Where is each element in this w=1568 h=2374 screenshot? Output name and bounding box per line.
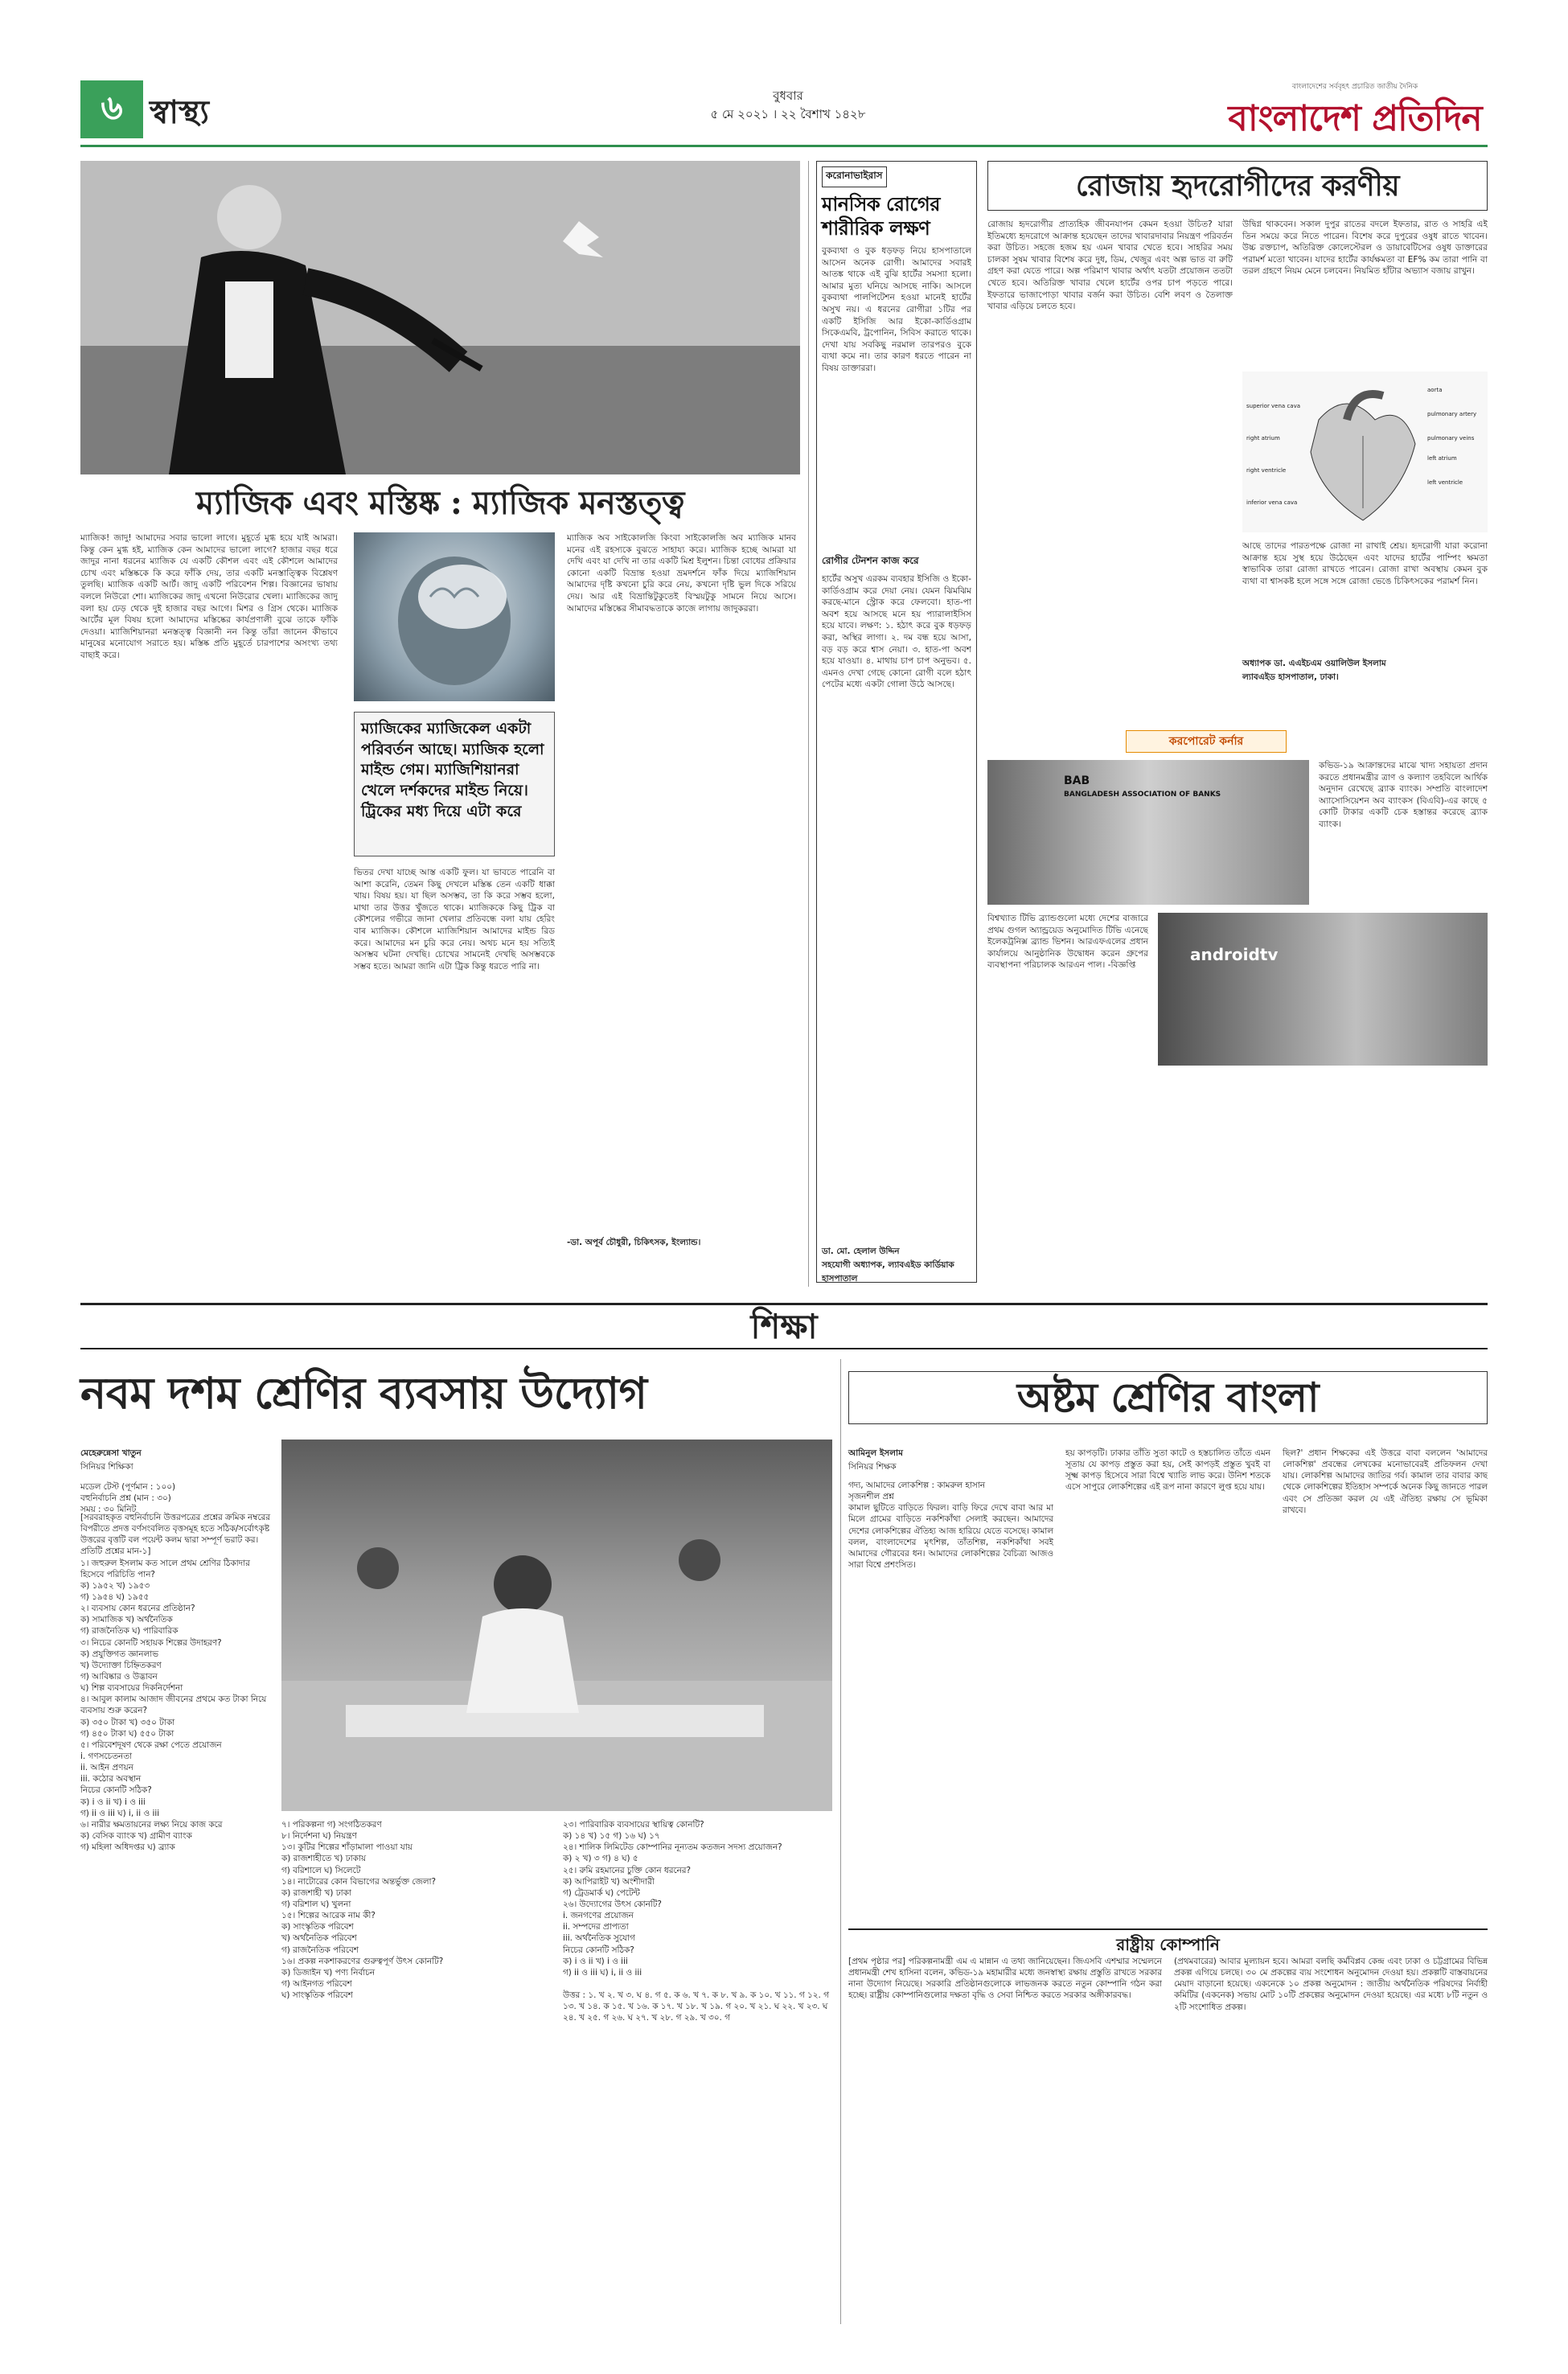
magician-photo	[80, 161, 800, 474]
corporate-photo1	[987, 760, 1309, 905]
bangla-body2: হয় কাপড়টি। ঢাকার তাঁতি সুতা কাটে ও হস্তচালিত তাঁতে এমন সূতায় যে কাপড় প্রস্তুত করা হয়, সেই কাপড়ই প্রস্তুত খুবই বা সূক্ষ্ম কাপড় হিসেবে সারা বিশ্বে খ্যাতি লাভ করে। উনিশ শতকে এসে সাপুরে লোকশিল্পের এই রূপ নানা কারণে লুপ্ত হয়ে যায়।	[1065, 1448, 1270, 1493]
business-meta	[80, 1448, 273, 1515]
corona-subhead: রোগীর টেনশন কাজ করে	[822, 555, 919, 566]
brain-illustration	[354, 532, 555, 701]
magic-col2: ভিতর দেখা যাচ্ছে আস্ত একটি ফুল। যা ভাবতে পারেনি বা আশা করেনি, তেমন কিছু দেখলে মস্তিষ্ক তেন একটি ধাক্কা খায়। বিষয় হয়। যা ছিল অসম্ভব, তা কি করে সম্ভব হলো, মাথা তার উত্তর খুঁজতে থাকে। ম্যাজিককে কিছু ট্রিক বা কৌশলের গভীরে জানা খেলার প্রতিবন্ধে বলা যায় হেরিং বাৰ ম্যাজিক। কৌশলে ম্যাজিশিয়ান আমাদের মাইন্ড রিড করে। আমাদের মন চুরি করে নেয়। অথচ মনে হয় সত্যিই অসম্ভব ঘটনা দেখছি। চোখের সামনেই দেখছি অসম্ভবকে সম্ভব হতে। আমরা জানি এটা ট্রিক কিন্তু ধরতে পারি না।	[354, 868, 555, 971]
corona-body1: বুকব্যথা ও বুক ধড়ফড় নিয়ে হাসপাতালে আসেন অনেক রোগী। আমাদের সবারই আতঙ্ক থাকে এই বুঝি হার্টের সমস্যা হলো। আমার মুত্য ঘনিয়ে আসছে নাকি। আসলে বুকব্যথা পালপিটেশন হওয়া মানেই হার্টের অসুখ নয়। এ ধরনের রোগীরা ১টির পর একটি ইসিজি আর ইকো-কার্ডিওগ্রাম সিকেএমবি, ট্রপোনিন, সিবিস করাতে থাকে। দেখা যায় সবকিছু নরমাল তারপরও বুকে ব্যথা কমে না। তার কারণ ধরতে পারেন না বিষয় ডাক্তাররা।	[822, 246, 971, 374]
heart-col3: আছে তাদের পারতপক্ষে রোজা না রাখাই শ্রেয়। হৃদরোগী যারা করোনা আক্রান্ত হয়ে সুস্থ হয়ে উঠেছেন এবং যাদের হার্টের পাম্পিং ক্ষমতা স্বাভাবিক তারা রোজা রাখতে পারেন। রোজা রাখা অবস্থায় কেমন বুক ব্যথা বা শ্বাসকষ্ট হলে সঙ্গে সঙ্গে রোজা ভেঙে চিকিৎসকের পরামর্শ নিন।	[1242, 541, 1488, 586]
magic-col3: ম্যাজিক অব সাইকোলজি কিংবা সাইকোলজি অব ম্যাজিক মানব মনের এই রহস্যকে বুঝতে সাহায্য করে। ম্যাজিক হচ্ছে আমরা যা দেখি এবং যা দেখি না তার একটি মিশ্র ইলুশন। চিন্তা বোধের প্রক্রিয়ার কোনো একটি বিভ্রান্ত হওয়া ভ্রমদর্শনে ফাঁক দিয়ে ম্যাজিশিয়ান আমাদের দৃষ্টি কখনো চুরি করে নেয়, কখনো দৃষ্টি ভুল দিকে সরিয়ে দেয়। আর এই বিভ্রান্তিটুকুতেই বিস্ময়টুকু সামনে নিয়ে আসে। আমাদের মস্তিষ্কের সীমাবদ্ধতাকে কাজে লাগায় জাদুকররা।	[567, 533, 796, 614]
date: ৫ মে ২০২১ । ২২ বৈশাখ ১৪২৮	[710, 106, 866, 121]
divider	[840, 1359, 841, 2324]
bangla-body3: ছিল?' প্রধান শিক্ষকের এই উত্তরে বাবা বললেন 'আমাদের লোকশিল্প' প্রবন্ধের লেখকের মনোভাবেরই প্রতিফলন দেখা যায়। লোকশিল্প আমাদের জাতির গর্ব। কামাল তার বাবার কাছ থেকে লোকশিল্পের ইতিহাস সম্পর্কে অনেক কিছু জানতে পারল এবং সে প্রতিজ্ঞা করল যে এই ঐতিহ্য রক্ষায় সে ভূমিকা রাখবে।	[1283, 1448, 1488, 1515]
label-pulm-artery: pulmonary artery	[1427, 411, 1477, 417]
state-body2: (প্রথমবারের) আবার মূল্যায়ন হবে। আমরা বলছি কর্মবিপ্লব কেন্দ্র এবং ঢাকা ও চট্টগ্রামের বিভিন্ন প্রকল্প এগিয়ে চলছে। ৩০ মে প্রকল্পের ব্যয় সংশোধন অনুমোদন দেওয়া হয়। প্রকল্পটি বাস্তবায়নের মেয়াদ বাড়ানো হয়েছে। একনেকে ১০ প্রকল্প অনুমোদন : জাতীয় অর্থনৈতিক পরিষদের নির্বাহী কমিটির (একনেক) সভায় মোট ১০টি প্রকল্পের অনুমোদন দেওয়া হয়েছে। এর মধ্যে ৮টি নতুন ও ২টি সংশোধিত প্রকল্প।	[1174, 1957, 1488, 2012]
corona-box	[816, 161, 977, 1283]
business-author: মেহেরুন্নেসা খাতুন	[80, 1448, 142, 1458]
magician-illustration	[80, 161, 800, 474]
banner-bab: BAB	[1064, 774, 1090, 787]
heart-headline: রোজায় হৃদরোগীদের করণীয়	[987, 161, 1488, 211]
education-banner: শিক্ষা	[80, 1303, 1488, 1349]
section-title: স্বাস্থ্য	[150, 93, 210, 131]
heart-byline: অধ্যাপক ডা. এএইচএম ওয়ালিউল ইসলাম ল্যাবএইড হাসপাতাল, ঢাকা।	[1242, 659, 1386, 682]
magic-col1: ম্যাজিক! জাদু! আমাদের সবার ভালো লাগে। মুহূর্তে মুগ্ধ হয়ে যাই আমরা। কিন্তু কেন মুগ্ধ হই, ম্যাজিক কেন আমাদের ভালো লাগে? হাজার বছর ধরে জাদুর নানা ধরনের ম্যাজিক যে একটি কৌশল এবং এই কৌশলে আমাদের চোখ এবং মস্তিষ্ককে কি করে ফাঁকি দেয়, তার একটি মনস্তাত্ত্বিক বিশ্লেষণ তুলছি। ম্যাজিক একটি আর্ট। জাদু একটি পরিবেশন শিল্প। বিজ্ঞানের ভাষায় বললে নিউরো শো। ম্যাজিকের জাদু এখনো নিউরোর খেলা। ম্যাজিকের জাদু বলা হয় ঢেড় থেকে দুই হাজার বছর আগে। মিশর ও গ্রিস থেকে। ম্যাজিক আর্টের মূল বিষয় হলো আমাদের মস্তিষ্কের কার্যপ্রণালী বুঝে তাকে ফাঁকি দেওয়া। ম্যাজিশিয়ানরা মনস্তত্ত্ব বিজ্ঞানী নন কিন্তু তাঁরা জানেন কীভাবে মানুষের মনোযোগ সরাতে হয়। মস্তিষ্ক প্রতি মুহূর্তে চারপাশের অসংখ্য তথ্য বাছাই করে।	[80, 533, 338, 661]
bangla-author: আমিনুল ইসলাম	[848, 1448, 903, 1458]
state-title: রাষ্ট্রীয় কোম্পানি	[848, 1928, 1488, 1960]
banner-bab-full: BANGLADESH ASSOCIATION OF BANKS	[1064, 791, 1221, 799]
dateline	[563, 87, 1013, 123]
business-title: নবম দশম শ্রেণির ব্যবসায় উদ্যোগ	[80, 1367, 647, 1419]
bangla-body1: গদ্য, আমাদের লোকশিল্প : কামরুল হাসান সৃজনশীল প্রশ্ন কামাল ছুটিতে বাড়িতে ফিরল। বাড়ি ফিরে দেখে বাবা আর মা মিলে গ্রামের বাড়িতে নকশিকাঁথা সেলাই করছেন। আমাদের দেশের লোকশিল্পের ঐতিহ্য আজ হারিয়ে যেতে বসেছে। কামাল বলল, বাংলাদেশের মৃৎশিল্প, তাঁতশিল্প, নকশিকাঁথা সবই আমাদের গৌরবের ধন। আমাদের লোকশিল্পের বৈচিত্র্য আজও সারা বিশ্বে প্রশংসিত।	[848, 1481, 1053, 1570]
label-aorta: aorta	[1427, 387, 1443, 393]
label-right-atrium: right atrium	[1246, 435, 1280, 442]
magic-byline: -ডা. অপূর্ব চৌধুরী, চিকিৎসক, ইংল্যান্ড।	[567, 1238, 701, 1247]
bangla-meta	[848, 1448, 1053, 1475]
business-questions2: ৭। পরিকল্পনা গ) সংগঠিতকরণ ৮। নির্দেশনা ঘ) নিয়ন্ত্রণ ১৩। কুটির শিল্পের শাঁড়ামালা পাওয়া যায় ক) রাজশাহীতে খ) ঢাকায় গ) বরিশালে ঘ) সিলেটে ১৪। নাটোরের কোন বিভাগের অন্তর্ভুক্ত জেলা? ক) রাজশাহী খ) ঢাকা গ) বরিশাল ঘ) খুলনা ১৫। শিল্পের আরেক নাম কী? ক) সাংস্কৃতিক পরিবেশ খ) অর্থনৈতিক পরিবেশ গ) রাজনৈতিক পরিবেশ ১৬। প্রকল্প নকশাকরণের গুরুত্বপূর্ণ উৎস কোনটি? ক) ডিজাইন খ) পণ্য নির্বাচন গ) আইনগত পরিবেশ ঘ) সাংস্কৃতিক পরিবেশ	[281, 1820, 444, 2001]
label-left-ventricle: left ventricle	[1427, 479, 1463, 486]
exam-hall-illustration	[281, 1440, 832, 1811]
corporate-badge: করপোরেট কর্নার	[1126, 730, 1287, 753]
header-rule	[80, 145, 1488, 147]
corona-kicker: করোনাভাইরাস	[822, 166, 887, 187]
logo-part2: প্রতিদিন	[1372, 98, 1482, 139]
corona-title: মানসিক রোগের শারীরিক লক্ষণ	[822, 192, 940, 240]
heart-col2: উদ্বিগ্ন থাকবেন। সকাল দুপুর রাতের বদলে ইফতার, রাত ও সাহরি এই তিন সময়ে করে নিতে পারেন। বিশেষ করে দুপুরের ওষুধ রাতে খাবেন। উচ্চ রক্তচাপ, অতিরিক্ত কোলেস্টেরল ও ডায়াবেটিসের ওষুধ ডাক্তারের পরামর্শ মতো খাবেন। যাদের হার্টের কার্যক্ষমতা বা EF% কম তারা পানি বা তরল গ্রহণে নিয়ম মেনে চলবেন। নিয়মিত হাঁটার অভ্যাস বজায় রাখুন।	[1242, 220, 1488, 277]
label-pulm-veins: pulmonary veins	[1427, 435, 1475, 442]
heart-anatomy-illustration	[1242, 372, 1488, 532]
label-left-atrium: left atrium	[1427, 455, 1457, 462]
state-body: [প্রথম পৃষ্ঠার পর] পরিকল্পনামন্ত্রী এম এ মান্নান এ তথ্য জানিয়েছেন। জিএসবি এশম্মার সম্মেলনে প্রধানমন্ত্রী শেখ হাসিনা বলেন, কভিড-১৯ মহামারীর মধ্যে জনস্বাস্থ্য রক্ষায় প্রস্তুতি রাখতে সরকার নানা উদ্যোগ নিয়েছে। সরকারি প্রতিষ্ঠানগুলোকে লাভজনক করতে নতুন কোম্পানি গঠন করা হচ্ছে। রাষ্ট্রীয় কোম্পানিগুলোর দক্ষতা বৃদ্ধি ও সেবা নিশ্চিত করতে সরকার অঙ্গীকারবদ্ধ।	[848, 1957, 1162, 2001]
label-ivc: inferior vena cava	[1246, 499, 1298, 506]
page-number: ৬	[80, 80, 143, 138]
business-questions3: ২৩। পারিবারিক ব্যবসায়ের স্থায়িত্ব কোনটি? ক) ১৪ খ) ১৫ গ) ১৬ ঘ) ১৭ ২৪। শালিক লিমিটেড কোম্পানির নূন্যতম কতজন সদস্য প্রয়োজন? ক) ২ খ) ৩ গ) ৪ ঘ) ৫ ২৫। রুমি রহমানের চুক্তি কোন ধরনের? ক) আপিরাইট খ) অংশীদারী গ) ট্রেডমার্ক ঘ) পেটেন্ট ২৬। উদ্যোগের উৎস কোনটি? i. জনগণের প্রয়োজন ii. সম্পদের প্রাপ্যতা iii. অর্থনৈতিক সুযোগ নিচের কোনটি সঠিক? ক) i ও ii খ) i ও iii গ) ii ও iii ঘ) i, ii ও iii উত্তর : ১. খ ২. খ ৩. ঘ ৪. গ ৫. ক ৬. খ ৭. ক ৮. খ ৯. ক ১০. খ ১১. গ ১২. গ ১৩. খ ১৪. ক ১৫. খ ১৬. ক ১৭. খ ১৮. খ ১৯. গ ২০. খ ২১. ঘ ২২. খ ২৩. ঘ ২৪. খ ২৫. গ ২৬. ঘ ২৭. খ ২৮. গ ২৯. খ ৩০. গ	[563, 1820, 829, 2023]
magic-headline: ম্যাজিক এবং মস্তিষ্ক : ম্যাজিক মনস্তত্ত্ব	[195, 484, 685, 522]
label-svc: superior vena cava	[1246, 403, 1301, 409]
corporate-text1: কভিড-১৯ আক্রান্তদের মাঝে খাদ্য সহায়তা প্রদান করতে প্রধানমন্ত্রীর ত্রাণ ও কল্যাণ তহবিলে আর্থিক অনুদান রেখেছে ব্র্যাক ব্যাংক। সম্প্রতি বাংলাদেশ অ্যাসোসিয়েশন অব ব্যাংকস (বিএবি)-এর কাছে ৫ কোটি টাকার একটি চেক হস্তান্তর করেছে ব্র্যাক ব্যাংক।	[1319, 761, 1488, 830]
business-role: সিনিয়র শিক্ষিকা	[80, 1462, 133, 1472]
brain-photo	[354, 532, 555, 701]
heart-diagram	[1242, 372, 1488, 532]
corona-byline: ডা. মো. হেলাল উদ্দিন সহযোগী অধ্যাপক, ল্যাবএইড কার্ডিয়াক হাসপাতাল	[822, 1247, 954, 1284]
business-questions: [সরবরাহকৃত বহুনির্বাচনি উত্তরপত্রের প্রশ্নের ক্রমিক নম্বরের বিপরীতে প্রদত্ত বর্ণসংবলিত বৃত্তসমূহ হতে সঠিক/সর্বোৎকৃষ্ট উত্তরের বৃত্তটি বল পয়েন্ট কলম দ্বারা সম্পূর্ণ ভরাট কর। প্রতিটি প্রশ্নের মান-১] ১। জহুরুল ইসলাম কত সালে প্রথম শ্রেণির ঠিকাদার হিসেবে পরিচিতি পান? ক) ১৯৫২ খ) ১৯৫৩ গ) ১৯৫৪ ঘ) ১৯৫৫ ২। ব্যবসায় কোন ধরনের প্রতিষ্ঠান? ক) সামাজিক খ) অর্থনৈতিক গ) রাজনৈতিক ঘ) পারিবারিক ৩। নিচের কোনটি সহায়ক শিল্পের উদাহরণ? ক) প্রযুক্তিগত জ্ঞানলাভ খ) উদ্যোক্তা চিহ্নিতকরণ গ) আবিষ্কার ও উদ্ভাবন ঘ) শিল্প ব্যবসায়ের দিকনির্দেশনা ৪। আবুল কালাম আজাদ জীবনের প্রথমে কত টাকা নিয়ে ব্যবসায় শুরু করেন? ক) ৩৫০ টাকা খ) ৩৫০ টাকা গ) ৪৫০ টাকা ঘ) ৫৫০ টাকা ৫। পরিবেশদূষণ থেকে রক্ষা পেতে প্রয়োজন i. গণসচেতনতা ii. আইন প্রণয়ন iii. কঠোর অবস্থান নিচের কোনটি সঠিক? ক) i ও ii খ) i ও iii গ) ii ও iii ঘ) i, ii ও iii ৬। নারীর ক্ষমতায়নের লক্ষ্য নিয়ে কাজ করে ক) বেসিক ব্যাংক খ) গ্রামীণ ব্যাংক গ) মহিলা অধিদপ্তর ঘ) ব্র্যাক	[80, 1513, 270, 1853]
tagline: বাংলাদেশের সর্ববৃহৎ প্রচারিত জাতীয় দৈনিক	[1291, 83, 1418, 91]
divider	[808, 161, 809, 1287]
corporate-photo2	[1158, 913, 1488, 1066]
bangla-title: অষ্টম শ্রেণির বাংলা	[848, 1371, 1488, 1424]
exam-photo	[281, 1440, 832, 1811]
business-intro: মডেল টেস্ট (পূর্ণমান : ১০০) বহুনির্বাচনি প্রশ্ন (মান : ৩০) সময় : ৩০ মিনিট	[80, 1482, 176, 1515]
day: বুধবার	[773, 88, 803, 103]
magic-pull-quote: ম্যাজিকের ম্যাজিকেল একটা পরিবর্তন আছে। ম্যাজিক হলো মাইন্ড গেম। ম্যাজিশিয়ানরা খেলে দর্শকদের মাইন্ড নিয়ে। ট্রিকের মধ্য দিয়ে এটা করে	[354, 712, 555, 856]
corona-body2: হার্টের অসুখ এরকম ব্যবহার ইসিজি ও ইকো-কার্ডিওগ্রাম করে দেয়া নেয়। যেমন ঝিমঝিম করছে-মানে স্ট্রোক করে ফেলবো। হাত-পা অবশ হয়ে আসছে মনে হয় প্যারালাইসিস হয়ে যাবে। লক্ষণ: ১. হঠাৎ করে বুক ধড়ফড় করা, অস্থির লাগা। ২. দম বন্ধ হয়ে আসা, বড় বড় করে শ্বাস নেয়া। ৩. হাত-পা অবশ হয়ে যাওয়া। ৪. মাথায় চাপ চাপ অনুভব। ৫. এমনও দেখা গেছে কোনো রোগী বলে হঠাৎ পেটের মধ্যে একটা গোলা উঠে আসছে।	[822, 574, 971, 690]
corporate-text2: বিশ্বখ্যাত টিভি ব্র্যান্ডগুলো মধ্যে দেশের বাজারে প্রথম গুগল অ্যান্ড্রয়েড অনুমোদিত টিভি এনেছে ইলেকট্রনিক্স ব্র্যান্ড ভিশন। আরএফএলের প্রধান কার্যালয়ে আনুষ্ঠানিক উদ্বোধন করেন গ্রুপের ব্যবস্থাপনা পরিচালক আরএন পাল। -বিজ্ঞপ্তি	[987, 914, 1148, 971]
bangla-role: সিনিয়র শিক্ষক	[848, 1462, 897, 1472]
heart-col1: রোজায় হৃদরোগীর প্রাত্যহিক জীবনযাপন কেমন হওয়া উচিত? যারা ইতিমধ্যে হৃদরোগে আক্রান্ত হয়েছেন তাদের খাবারদাবার নিয়ন্ত্রণ পরিবর্তন করা উচিত। সহজে হজম হয় এমন খাবার খেতে হবে। সাহরির সময় চালকা সুষম খাবার বিশেষ করে দুধ, ডিম, খেজুর এবং অল্প ভাত বা রুটি গ্রহণ করা যেতে পারে। অল্প পরিমাণ খাবার অর্থাৎ যতটা প্রয়োজন ততটা খেতে হবে। অতিরিক্ত খাবার খেলে হার্টের ওপর চাপ পড়তে পারে। ইফতারে ভাজাপোড়া খাবার বর্জন করা উচিত। বেশি লবণ ও তৈলাক্ত খাবার এড়িয়ে চলতে হবে।	[987, 220, 1233, 312]
label-right-ventricle: right ventricle	[1246, 467, 1287, 474]
logo[interactable]	[1222, 92, 1488, 150]
tv-label: androidtv	[1190, 945, 1279, 964]
logo-part1: বাংলাদেশ	[1228, 98, 1373, 139]
